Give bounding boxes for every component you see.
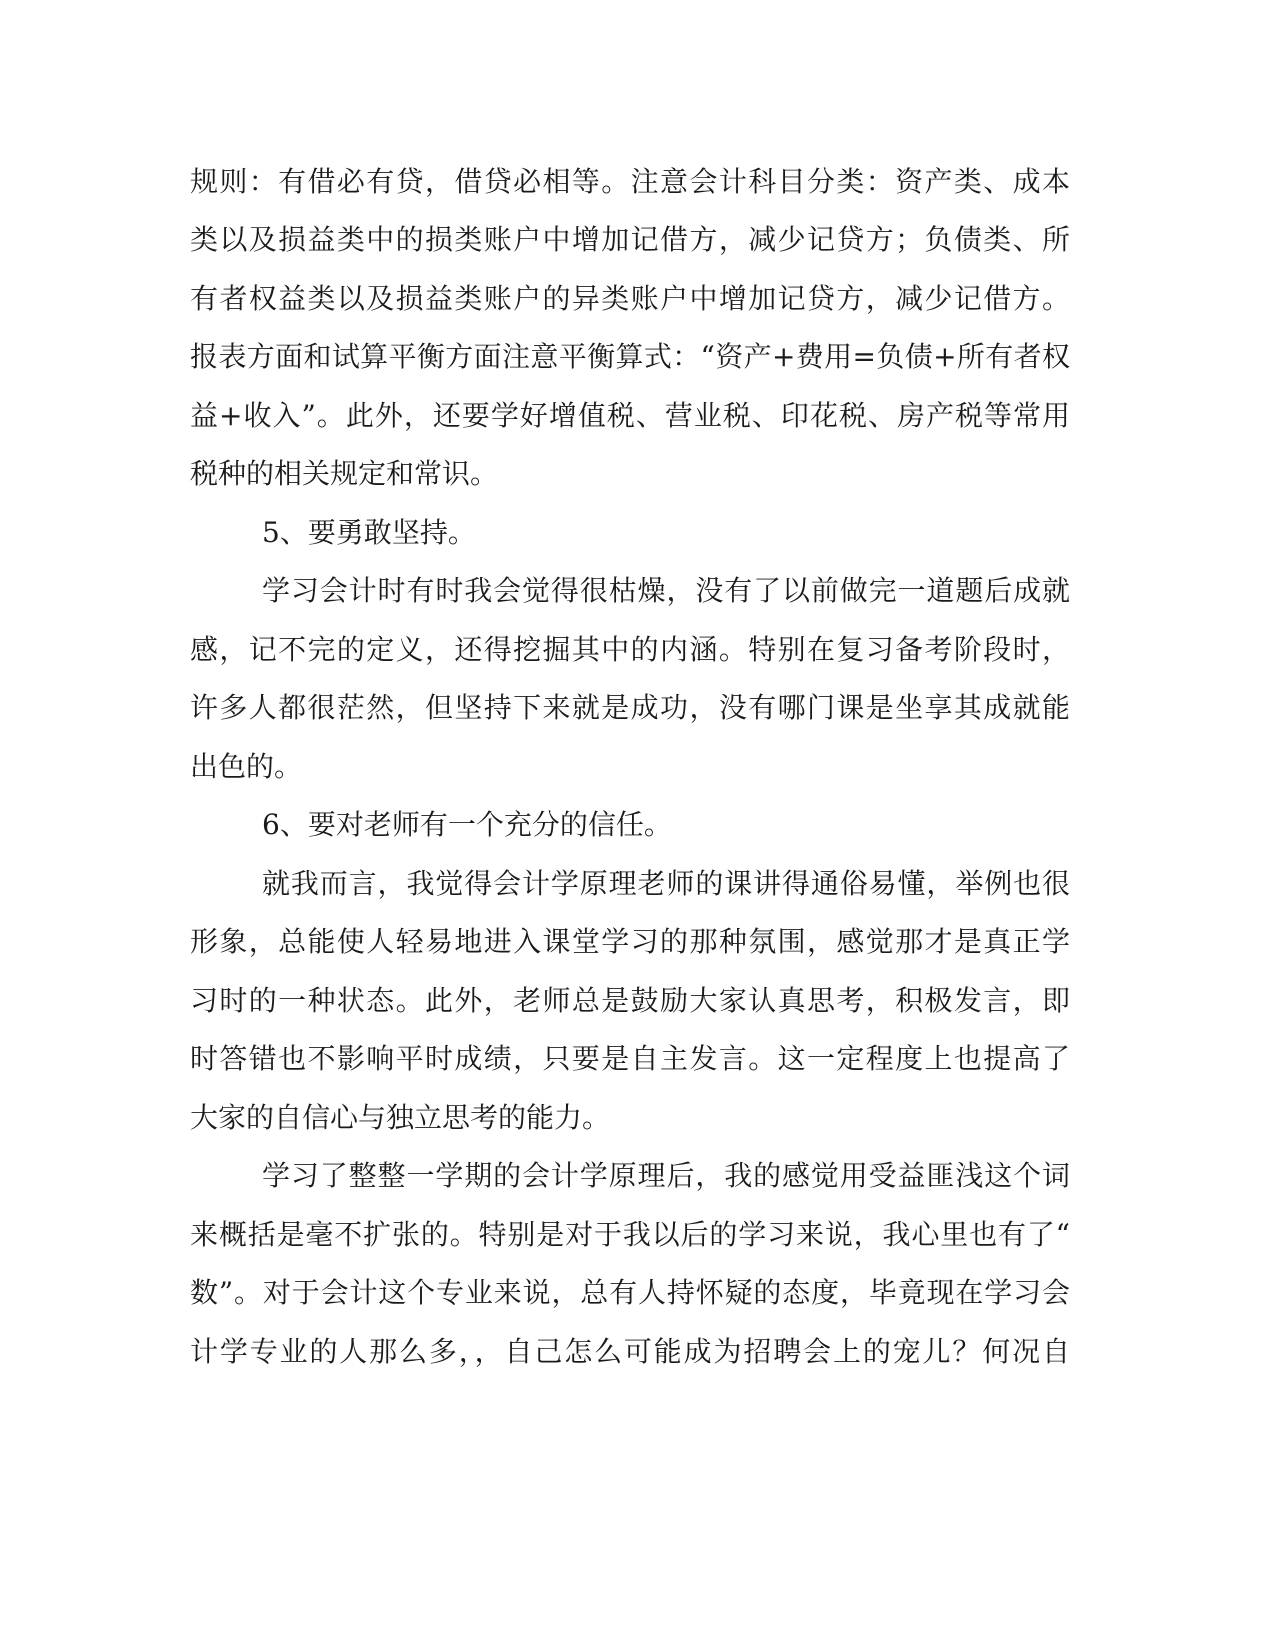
text-line: 报表方面和试算平衡方面注意平衡算式：“资产+费用=负债+所有者权 <box>190 340 1070 373</box>
text-line: 规则：有借必有贷，借贷必相等。注意会计科目分类：资产类、成本 <box>190 165 1070 198</box>
text-line: 数”。对于会计这个专业来说，总有人持怀疑的态度，毕竟现在学习会 <box>190 1276 1070 1309</box>
section-heading: 5、要勇敢坚持。 <box>262 516 476 549</box>
text-line: 税种的相关规定和常识。 <box>190 457 499 490</box>
text-line: 感，记不完的定义，还得挖掘其中的内涵。特别在复习备考阶段时， <box>190 633 1070 666</box>
text-line: 学习了整整一学期的会计学原理后，我的感觉用受益匪浅这个词 <box>262 1159 1070 1192</box>
text-line: 计学专业的人那么多，，自己怎么可能成为招聘会上的宠儿？何况自 <box>190 1335 1070 1368</box>
text-line: 许多人都很茫然，但坚持下来就是成功，没有哪门课是坐享其成就能 <box>190 691 1070 724</box>
text-line: 有者权益类以及损益类账户的异类账户中增加记贷方，减少记借方。 <box>190 282 1070 315</box>
text-line: 时答错也不影响平时成绩，只要是自主发言。这一定程度上也提高了 <box>190 1042 1070 1075</box>
section-heading: 6、要对老师有一个充分的信任。 <box>262 808 672 841</box>
text-line: 就我而言，我觉得会计学原理老师的课讲得通俗易懂，举例也很 <box>262 867 1070 900</box>
text-line: 大家的自信心与独立思考的能力。 <box>190 1101 611 1134</box>
text-line: 类以及损益类中的损类账户中增加记借方，减少记贷方；负债类、所 <box>190 223 1070 256</box>
text-line: 形象，总能使人轻易地进入课堂学习的那种氛围，感觉那才是真正学 <box>190 925 1070 958</box>
text-line: 出色的。 <box>190 750 303 783</box>
text-line: 习时的一种状态。此外，老师总是鼓励大家认真思考，积极发言，即 <box>190 984 1070 1017</box>
text-line: 益+收入”。此外，还要学好增值税、营业税、印花税、房产税等常用 <box>190 399 1070 432</box>
text-line: 学习会计时有时我会觉得很枯燥，没有了以前做完一道题后成就 <box>262 574 1070 607</box>
text-line: 来概括是毫不扩张的。特别是对于我以后的学习来说，我心里也有了“ <box>190 1218 1070 1251</box>
